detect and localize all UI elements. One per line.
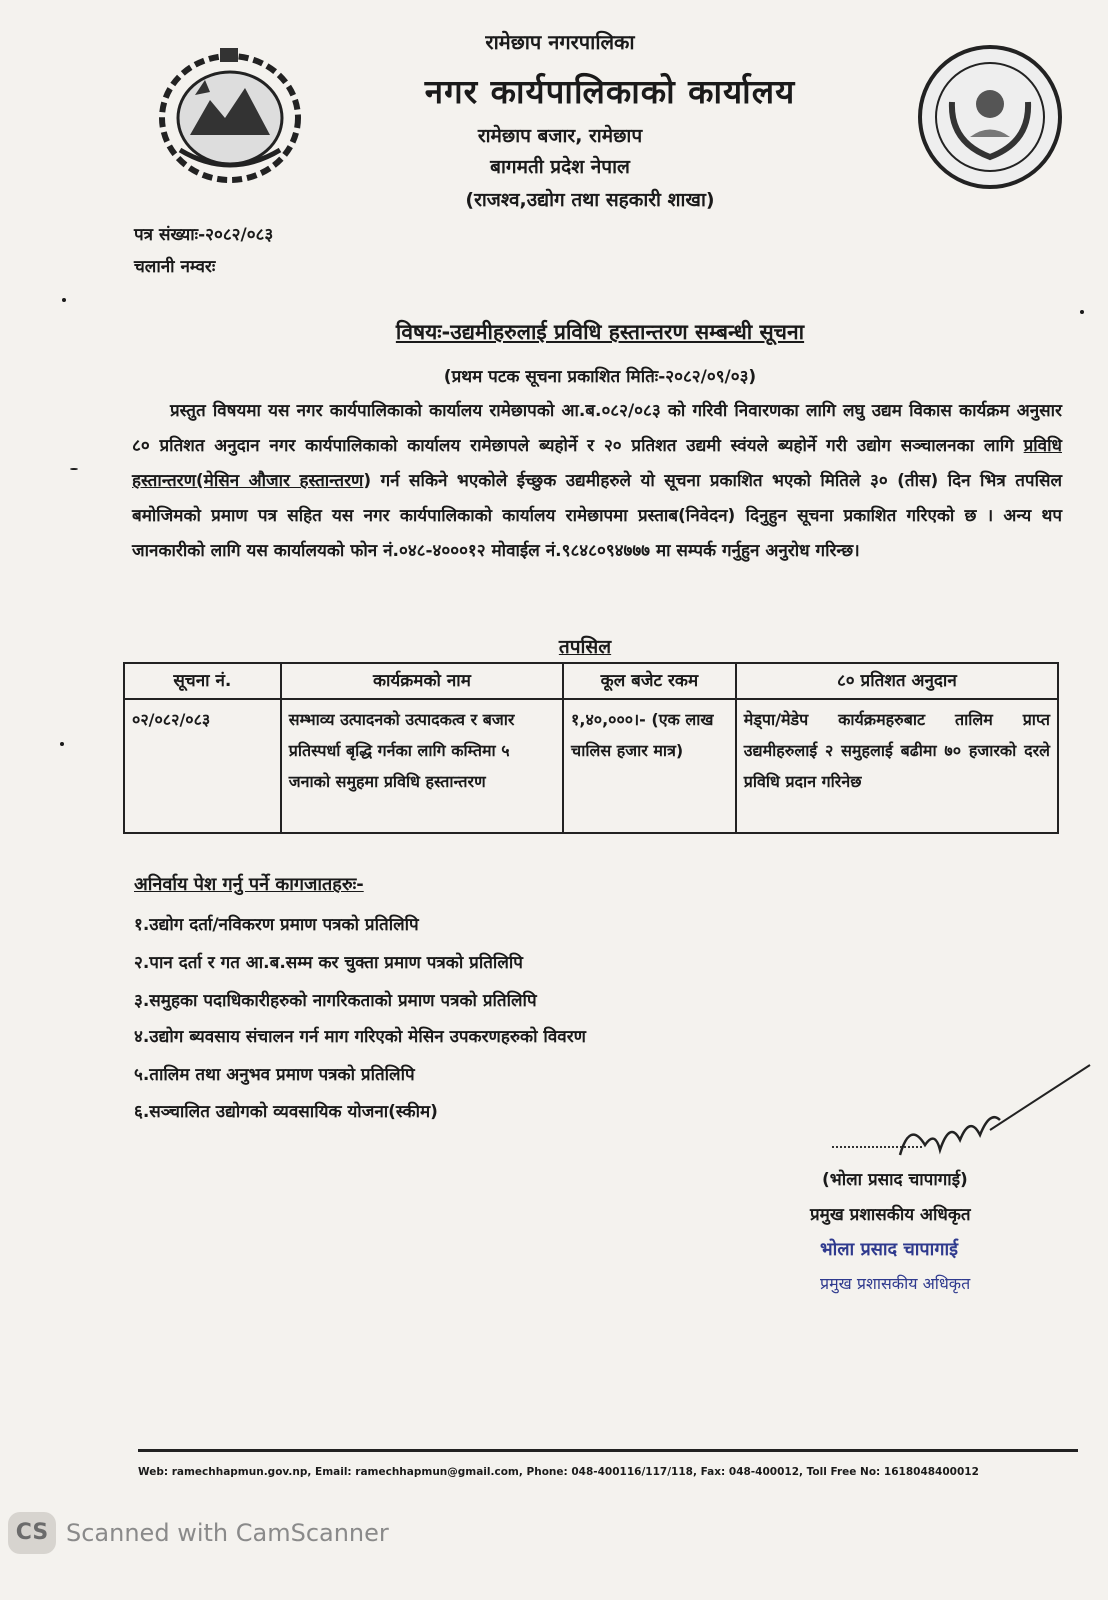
office-title: नगर कार्यपालिकाको कार्यालय	[424, 72, 796, 111]
municipality-logo-icon	[910, 42, 1070, 192]
scan-speck	[62, 298, 66, 302]
letter-number: पत्र संख्याः-२०८२/०८३	[134, 225, 274, 245]
cell-budget: १,४०,०००।- (एक लाख चालिस हजार मात्र)	[563, 699, 736, 833]
nepal-emblem-icon	[150, 40, 310, 190]
handwritten-signature-icon	[880, 1060, 1100, 1180]
camscanner-logo: CS	[8, 1512, 56, 1554]
publish-date: (प्रथम पटक सूचना प्रकाशित मितिः-२०८२/०९/०३)	[443, 367, 757, 387]
header-budget: कूल बजेट रकम	[563, 663, 736, 699]
requirement-item: ६.सञ्चालित उद्योगको व्यवसायिक योजना(स्कीम)	[134, 1102, 438, 1122]
notice-body	[132, 394, 1062, 569]
requirements-title: अनिर्वाय पेश गर्नु पर्ने कागजातहरुः-	[134, 874, 364, 895]
table-row	[124, 699, 1058, 833]
requirement-item: २.पान दर्ता र गत आ.ब.सम्म कर चुक्ता प्रमाण पत्रको प्रतिलिपि	[134, 953, 523, 973]
requirement-item: ५.तालिम तथा अनुभव प्रमाण पत्रको प्रतिलिपि	[134, 1065, 415, 1085]
subject-text: विषयः-उद्यमीहरुलाई प्रविधि हस्तान्तरण सम्बन्धी सूचना	[395, 320, 805, 344]
cell-program: सम्भाव्य उत्पादनको उत्पादकत्व र बजार प्रतिस्पर्धा बृद्धि गर्नका लागि कम्तिमा ५ जनाको समुहमा प्रविधि हस्तान्तरण	[281, 699, 563, 833]
dispatch-number: चलानी नम्वरः	[134, 257, 216, 277]
signature-line	[832, 1146, 922, 1148]
cell-notice-no: ०२/०८२/०८३	[124, 699, 281, 833]
scan-speck	[1080, 310, 1084, 314]
signatory-title: प्रमुख प्रशासकीय अधिकृत	[810, 1205, 971, 1225]
subject-heading	[220, 318, 980, 346]
footer-rule	[138, 1449, 1078, 1452]
table-header-row	[124, 663, 1058, 699]
footer-contact: Web: ramechhapmun.gov.np, Email: ramechhapmun@gmail.com, Phone: 048-400116/117/118, Fax: 048-400012, Toll Free No: 16180484000​12	[138, 1466, 979, 1478]
scan-speck	[70, 468, 78, 470]
office-address: रामेछाप बजार, रामेछाप	[477, 125, 643, 147]
stamp-title: प्रमुख प्रशासकीय अधिकृत	[820, 1274, 971, 1293]
stamp-name: भोला प्रसाद चापागाई	[820, 1239, 958, 1260]
body-highlight: प्रविधि हस्तान्तरण(मेसिन औजार हस्तान्तरण	[132, 436, 1062, 491]
signatory-name: (भोला प्रसाद चापागाई)	[822, 1170, 968, 1190]
details-table	[123, 662, 1059, 834]
requirement-item: १.उद्योग दर्ता/नविकरण प्रमाण पत्रको प्रतिलिपि	[134, 915, 419, 935]
scan-speck	[60, 742, 64, 746]
header-grant: ८० प्रतिशत अनुदान	[736, 663, 1058, 699]
header-notice-no: सूचना नं.	[124, 663, 281, 699]
branch-name: (राजश्व,उद्योग तथा सहकारी शाखा)	[465, 189, 715, 211]
body-part-1: प्रस्तुत विषयमा यस नगर कार्यपालिकाको कार्यालय रामेछापको आ.ब.०८२/०८३ को गरिवी निवारणका लागि लघु उद्यम विकास कार्यक्रम अनुसार ८० प्रतिशत अनुदान नगर कार्यपालिकाको कार्यालय रामेछापले ब्यहोर्ने र २० प्रतिशत उद्यमी स्वंयले ब्यहोर्ने गरी उद्योग सञ्चालनका लागि	[132, 401, 1062, 456]
table-title: तपसिल	[558, 636, 612, 658]
requirement-item: ३.समुहका पदाधिकारीहरुको नागरिकताको प्रमाण पत्रको प्रतिलिपि	[134, 991, 537, 1011]
camscanner-watermark: Scanned with CamScanner	[66, 1519, 389, 1547]
cell-grant: मेड्पा/मेडेप कार्यक्रमहरुबाट तालिम प्राप्त उद्यमीहरुलाई २ समुहलाई बढीमा ७० हजारको दरले प्रविधि प्रदान गरिनेछ	[736, 699, 1058, 833]
requirement-item: ४.उद्योग ब्यवसाय संचालन गर्न माग गरिएको मेसिन उपकरणहरुको विवरण	[134, 1027, 586, 1047]
municipality-name: रामेछाप नगरपालिका	[485, 30, 635, 54]
header-program: कार्यक्रमको नाम	[281, 663, 563, 699]
body-part-2: ) गर्न सकिने भएकोले ईच्छुक उद्यमीहरुले यो सूचना प्रकाशित भएको मितिले ३० (तीस) दिन भित्र तपसिल बमोजिमको प्रमाण पत्र सहित यस नगर कार्यपालिकाको कार्यालय रामेछापमा प्रस्ताब(निवेदन) दिनुहुन सूचना प्रकाशित गरिएको छ । अन्य थप जानकारीको लागि यस कार्यालयको फोन नं.०४८-४०००१२ मोवाईल नं.९८४८०९४७७७ मा सम्पर्क गर्नुहुन अनुरोध गरिन्छ।	[132, 471, 1062, 561]
province: बागमती प्रदेश नेपाल	[490, 156, 630, 178]
